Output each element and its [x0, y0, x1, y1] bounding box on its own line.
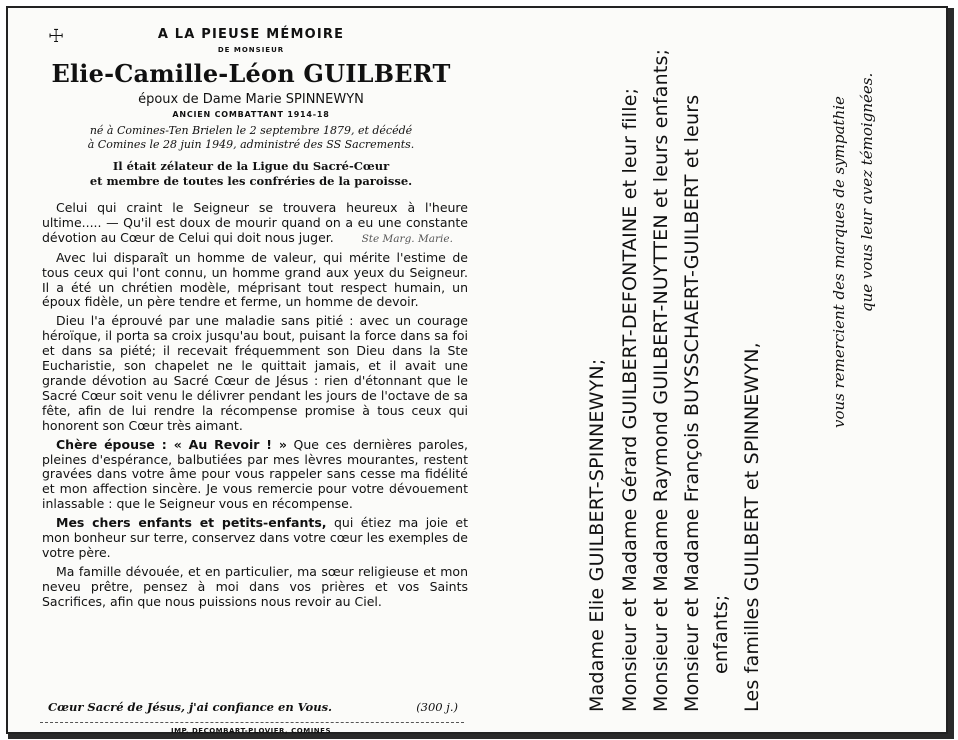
saint-signature: Ste Marg. Marie. [361, 232, 453, 245]
paragraph-1 [42, 201, 468, 247]
paragraph-4-lead: Chère épouse : « Au Revoir ! » [56, 436, 287, 452]
paragraph-4-text: Que ces dernières paroles, pleines d'espérance, balbutiées par mes lèvres mourantes, restent gravées dans votre âme pour vous rappeler sans cesse ma fidélité et mon affection sincère. Je vous remercie pour votre dévouement inlassable : que le Seigneur vous en récompense. [42, 436, 468, 512]
card-shadow-right [948, 8, 954, 738]
memorial-subheading: DE MONSIEUR [217, 46, 285, 54]
cross-icon: ☩ [48, 26, 65, 47]
birth-line-2: à Comines le 28 juin 1949, administré des SS Sacrements. [87, 138, 415, 151]
paragraph-5-lead: Mes chers enfants et petits-enfants, [56, 515, 327, 531]
family-line-1: Madame Elie GUILBERT-SPINNEWYN; [586, 358, 608, 712]
paragraph-3: Dieu l'a éprouvé par une maladie sans pitié : avec un courage héroïque, il porta sa croix jusqu'au bout, puisant la force dans sa foi et dans sa piété; il recevait fréquemment son Dieu dans la Ste Eucharistie, son chapelet ne le quittait jamais, et il avait une grande dévotion au Sacré Cœur de Jésus : rien d'étonnant que le Sacré Cœur soit venu le délivrer pendant les jours de l'octave de sa fête, afin de lui rendre la récompense promise à tous ceux qui honorent son Cœur très aimant. [42, 313, 468, 433]
indulgence-note: (300 j.) [416, 700, 458, 714]
family-line-2: Monsieur et Madame Gérard GUILBERT-DEFONTAINE et leur fille; [619, 87, 641, 712]
birth-line-1: né à Comines-Ten Brielen le 2 septembre 1879, et décédé [89, 124, 413, 137]
paragraph-6: Ma famille dévouée, et en particulier, ma sœur religieuse et mon neveu prêtre, pensez à moi dans vos prières et vos Saints Sacrifices, afin que nous puissions nous revoir au Ciel. [42, 563, 468, 609]
divider [40, 722, 464, 723]
paragraph-1-text: Celui qui craint le Seigneur se trouvera heureux à l'heure ultime..... — Qu'il est doux de mourir quand on a eu une constante dévotion au Cœur de Celui qui doit nous juger. [42, 200, 468, 245]
printer-line: IMP. DECOMBART-PLOVIER, COMINES [170, 727, 331, 735]
zealot-line-2: et membre de toutes les confréries de la paroisse. [89, 174, 413, 188]
prayer-text: Cœur Sacré de Jésus, j'ai confiance en Vous. [48, 700, 333, 714]
prayer-line [48, 700, 458, 714]
memorial-card [6, 6, 948, 734]
thanks-line-2: que vous leur avez témoignées. [858, 72, 876, 312]
paragraph-2: Avec lui disparaît un homme de valeur, qui mérite l'estime de tous ceux qui l'ont connu, un homme grand aux yeux du Seigneur. Il a été un chrétien modèle, méprisant tout respect humain, un époux fidèle, un père tendre et ferme, un homme de devoir. [42, 249, 468, 310]
zealot-line-1: Il était zélateur de la Ligue du Sacré-Cœur [112, 159, 390, 173]
left-panel [32, 16, 470, 736]
veteran-line: ANCIEN COMBATTANT 1914-18 [172, 110, 330, 119]
spouse-line: époux de Dame Marie SPINNEWYN [138, 92, 364, 107]
family-line-5: enfants; [710, 594, 732, 674]
paragraph-5 [42, 516, 468, 561]
family-line-4: Monsieur et Madame François BUYSSCHAERT-GUILBERT et leurs [681, 94, 703, 712]
family-line-3: Monsieur et Madame Raymond GUILBERT-NUYTTEN et leurs enfants; [650, 48, 672, 712]
paragraph-5-text: qui étiez ma joie et mon bonheur sur terre, conservez dans votre cœur les exemples de votre père. [42, 515, 468, 560]
body-text [42, 201, 468, 614]
paragraph-4 [42, 438, 468, 513]
thanks-line-1: vous remercient des marques de sympathie [830, 96, 848, 428]
memorial-heading: A LA PIEUSE MÉMOIRE [157, 27, 345, 42]
family-line-6: Les familles GUILBERT et SPINNEWYN, [741, 342, 763, 712]
deceased-name: Elie-Camille-Léon GUILBERT [51, 59, 451, 88]
